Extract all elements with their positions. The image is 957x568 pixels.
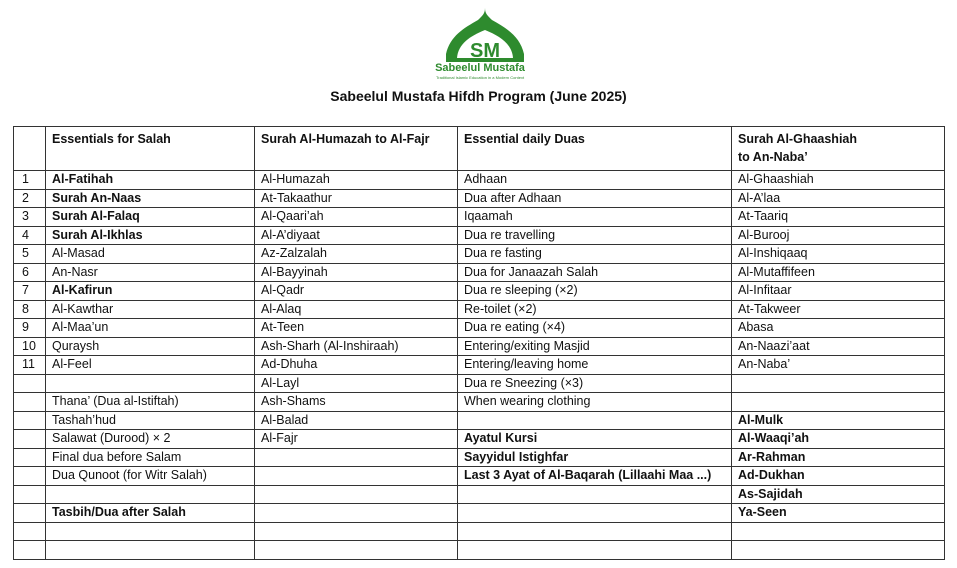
daily-dua-cell xyxy=(458,541,732,560)
table-row xyxy=(14,374,945,393)
table-row xyxy=(14,448,945,467)
daily-dua-cell: Last 3 Ayat of Al-Baqarah (Lillaahi Maa ...) xyxy=(458,467,732,486)
logo-brand-name: Sabeelul Mustafa xyxy=(435,62,525,74)
row-number-cell: 6 xyxy=(14,263,46,282)
daily-dua-cell: Dua re Sneezing (×3) xyxy=(458,374,732,393)
surah-humazah-to-fajr-cell xyxy=(255,504,458,523)
surah-humazah-to-fajr-cell: Al-Fajr xyxy=(255,430,458,449)
table-header-row xyxy=(14,127,945,171)
row-number-cell xyxy=(14,374,46,393)
essentials-for-salah-cell xyxy=(46,522,255,541)
surah-ghaashiah-to-naba-cell: Al-Infitaar xyxy=(732,282,945,301)
daily-dua-cell: Adhaan xyxy=(458,171,732,190)
surah-humazah-to-fajr-cell: At-Takaathur xyxy=(255,189,458,208)
surah-ghaashiah-to-naba-cell: Al-Waaqi’ah xyxy=(732,430,945,449)
essentials-for-salah-cell: Salawat (Durood) × 2 xyxy=(46,430,255,449)
page-title: Sabeelul Mustafa Hifdh Program (June 2025) xyxy=(330,88,627,104)
surah-humazah-to-fajr-cell: Az-Zalzalah xyxy=(255,245,458,264)
surah-humazah-to-fajr-cell xyxy=(255,467,458,486)
table-row xyxy=(14,411,945,430)
essentials-for-salah-cell: Al-Feel xyxy=(46,356,255,375)
surah-humazah-to-fajr-cell: Al-Bayyinah xyxy=(255,263,458,282)
header-surah-ghaashiah-to-naba xyxy=(732,127,945,171)
surah-humazah-to-fajr-cell: Ash-Sharh (Al-Inshiraah) xyxy=(255,337,458,356)
logo-tagline: Traditional Islamic Education in a Modern Context xyxy=(435,75,525,80)
daily-dua-cell: Sayyidul Istighfar xyxy=(458,448,732,467)
table-row xyxy=(14,189,945,208)
table-row xyxy=(14,541,945,560)
surah-ghaashiah-to-naba-cell: Al-Mutaffifeen xyxy=(732,263,945,282)
surah-humazah-to-fajr-cell: Al-Alaq xyxy=(255,300,458,319)
daily-dua-cell: Dua re eating (×4) xyxy=(458,319,732,338)
surah-ghaashiah-to-naba-cell: An-Naba’ xyxy=(732,356,945,375)
surah-ghaashiah-to-naba-cell: At-Takweer xyxy=(732,300,945,319)
row-number-cell: 1 xyxy=(14,171,46,190)
surah-ghaashiah-to-naba-cell: Al-A’laa xyxy=(732,189,945,208)
table-row xyxy=(14,393,945,412)
daily-dua-cell: When wearing clothing xyxy=(458,393,732,412)
row-number-cell xyxy=(14,393,46,412)
row-number-cell: 8 xyxy=(14,300,46,319)
essentials-for-salah-cell: Surah Al-Falaq xyxy=(46,208,255,227)
surah-humazah-to-fajr-cell xyxy=(255,541,458,560)
surah-humazah-to-fajr-cell: Al-Qadr xyxy=(255,282,458,301)
header-surah-naba-line: to An-Naba’ xyxy=(738,150,808,164)
row-number-cell xyxy=(14,522,46,541)
essentials-for-salah-cell: Tashah’hud xyxy=(46,411,255,430)
hifdh-program-table xyxy=(13,126,945,560)
daily-dua-cell: Ayatul Kursi xyxy=(458,430,732,449)
row-number-cell xyxy=(14,541,46,560)
surah-ghaashiah-to-naba-cell: Ad-Dukhan xyxy=(732,467,945,486)
table-row xyxy=(14,319,945,338)
surah-humazah-to-fajr-cell: Al-Humazah xyxy=(255,171,458,190)
surah-ghaashiah-to-naba-cell: At-Taariq xyxy=(732,208,945,227)
daily-dua-cell: Dua after Adhaan xyxy=(458,189,732,208)
essentials-for-salah-cell: Al-Fatihah xyxy=(46,171,255,190)
row-number-cell xyxy=(14,504,46,523)
surah-humazah-to-fajr-cell xyxy=(255,522,458,541)
essentials-for-salah-cell: Al-Kawthar xyxy=(46,300,255,319)
daily-dua-cell: Re-toilet (×2) xyxy=(458,300,732,319)
essentials-for-salah-cell: Al-Maa’un xyxy=(46,319,255,338)
surah-humazah-to-fajr-cell: At-Teen xyxy=(255,319,458,338)
essentials-for-salah-cell xyxy=(46,374,255,393)
essentials-for-salah-cell: Thana’ (Dua al-Istiftah) xyxy=(46,393,255,412)
table-row xyxy=(14,356,945,375)
daily-dua-cell: Entering/exiting Masjid xyxy=(458,337,732,356)
daily-dua-cell xyxy=(458,411,732,430)
header-number xyxy=(14,127,46,171)
row-number-cell xyxy=(14,430,46,449)
surah-ghaashiah-to-naba-cell xyxy=(732,374,945,393)
surah-ghaashiah-to-naba-cell xyxy=(732,522,945,541)
surah-humazah-to-fajr-cell: Al-A’diyaat xyxy=(255,226,458,245)
row-number-cell: 9 xyxy=(14,319,46,338)
row-number-cell xyxy=(14,467,46,486)
table-row xyxy=(14,430,945,449)
essentials-for-salah-cell: Final dua before Salam xyxy=(46,448,255,467)
table-row xyxy=(14,467,945,486)
logo-monogram: SM xyxy=(470,40,500,62)
essentials-for-salah-cell: Dua Qunoot (for Witr Salah) xyxy=(46,467,255,486)
surah-humazah-to-fajr-cell: Al-Qaari’ah xyxy=(255,208,458,227)
essentials-for-salah-cell: An-Nasr xyxy=(46,263,255,282)
table-row xyxy=(14,300,945,319)
surah-ghaashiah-to-naba-cell: Ar-Rahman xyxy=(732,448,945,467)
surah-ghaashiah-to-naba-cell: Ya-Seen xyxy=(732,504,945,523)
surah-humazah-to-fajr-cell: Ad-Dhuha xyxy=(255,356,458,375)
essentials-for-salah-cell xyxy=(46,541,255,560)
table-row xyxy=(14,485,945,504)
row-number-cell: 7 xyxy=(14,282,46,301)
daily-dua-cell: Dua for Janaazah Salah xyxy=(458,263,732,282)
surah-humazah-to-fajr-cell: Ash-Shams xyxy=(255,393,458,412)
surah-humazah-to-fajr-cell xyxy=(255,448,458,467)
table-row xyxy=(14,245,945,264)
daily-dua-cell: Entering/leaving home xyxy=(458,356,732,375)
table-row xyxy=(14,171,945,190)
row-number-cell xyxy=(14,448,46,467)
daily-dua-cell xyxy=(458,485,732,504)
surah-humazah-to-fajr-cell: Al-Balad xyxy=(255,411,458,430)
row-number-cell: 2 xyxy=(14,189,46,208)
surah-ghaashiah-to-naba-cell: Al-Inshiqaaq xyxy=(732,245,945,264)
row-number-cell xyxy=(14,411,46,430)
surah-ghaashiah-to-naba-cell: Al-Burooj xyxy=(732,226,945,245)
essentials-for-salah-cell: Surah An-Naas xyxy=(46,189,255,208)
daily-dua-cell: Dua re travelling xyxy=(458,226,732,245)
table-row xyxy=(14,208,945,227)
header-surah-ghaashiah-line: Surah Al-Ghaashiah xyxy=(738,132,858,146)
daily-dua-cell: Dua re fasting xyxy=(458,245,732,264)
surah-humazah-to-fajr-cell xyxy=(255,485,458,504)
surah-ghaashiah-to-naba-cell: Al-Ghaashiah xyxy=(732,171,945,190)
daily-dua-cell xyxy=(458,522,732,541)
row-number-cell xyxy=(14,485,46,504)
row-number-cell: 3 xyxy=(14,208,46,227)
row-number-cell: 5 xyxy=(14,245,46,264)
surah-ghaashiah-to-naba-cell: Al-Mulk xyxy=(732,411,945,430)
surah-ghaashiah-to-naba-cell: As-Sajidah xyxy=(732,485,945,504)
surah-ghaashiah-to-naba-cell xyxy=(732,541,945,560)
surah-ghaashiah-to-naba-cell: Abasa xyxy=(732,319,945,338)
table-row xyxy=(14,263,945,282)
essentials-for-salah-cell: Surah Al-Ikhlas xyxy=(46,226,255,245)
table-row xyxy=(14,504,945,523)
surah-ghaashiah-to-naba-cell xyxy=(732,393,945,412)
table-row xyxy=(14,522,945,541)
daily-dua-cell xyxy=(458,504,732,523)
essentials-for-salah-cell xyxy=(46,485,255,504)
table-row xyxy=(14,282,945,301)
daily-dua-cell: Iqaamah xyxy=(458,208,732,227)
table-row xyxy=(14,337,945,356)
essentials-for-salah-cell: Al-Kafirun xyxy=(46,282,255,301)
daily-dua-cell: Dua re sleeping (×2) xyxy=(458,282,732,301)
row-number-cell: 4 xyxy=(14,226,46,245)
surah-humazah-to-fajr-cell: Al-Layl xyxy=(255,374,458,393)
header-essentials-for-salah: Essentials for Salah xyxy=(46,127,255,171)
row-number-cell: 11 xyxy=(14,356,46,375)
header-surah-humazah-to-fajr: Surah Al-Humazah to Al-Fajr xyxy=(255,127,458,171)
essentials-for-salah-cell: Tasbih/Dua after Salah xyxy=(46,504,255,523)
header-essential-daily-duas: Essential daily Duas xyxy=(458,127,732,171)
essentials-for-salah-cell: Quraysh xyxy=(46,337,255,356)
table-row xyxy=(14,226,945,245)
essentials-for-salah-cell: Al-Masad xyxy=(46,245,255,264)
row-number-cell: 10 xyxy=(14,337,46,356)
surah-ghaashiah-to-naba-cell: An-Naazi’aat xyxy=(732,337,945,356)
